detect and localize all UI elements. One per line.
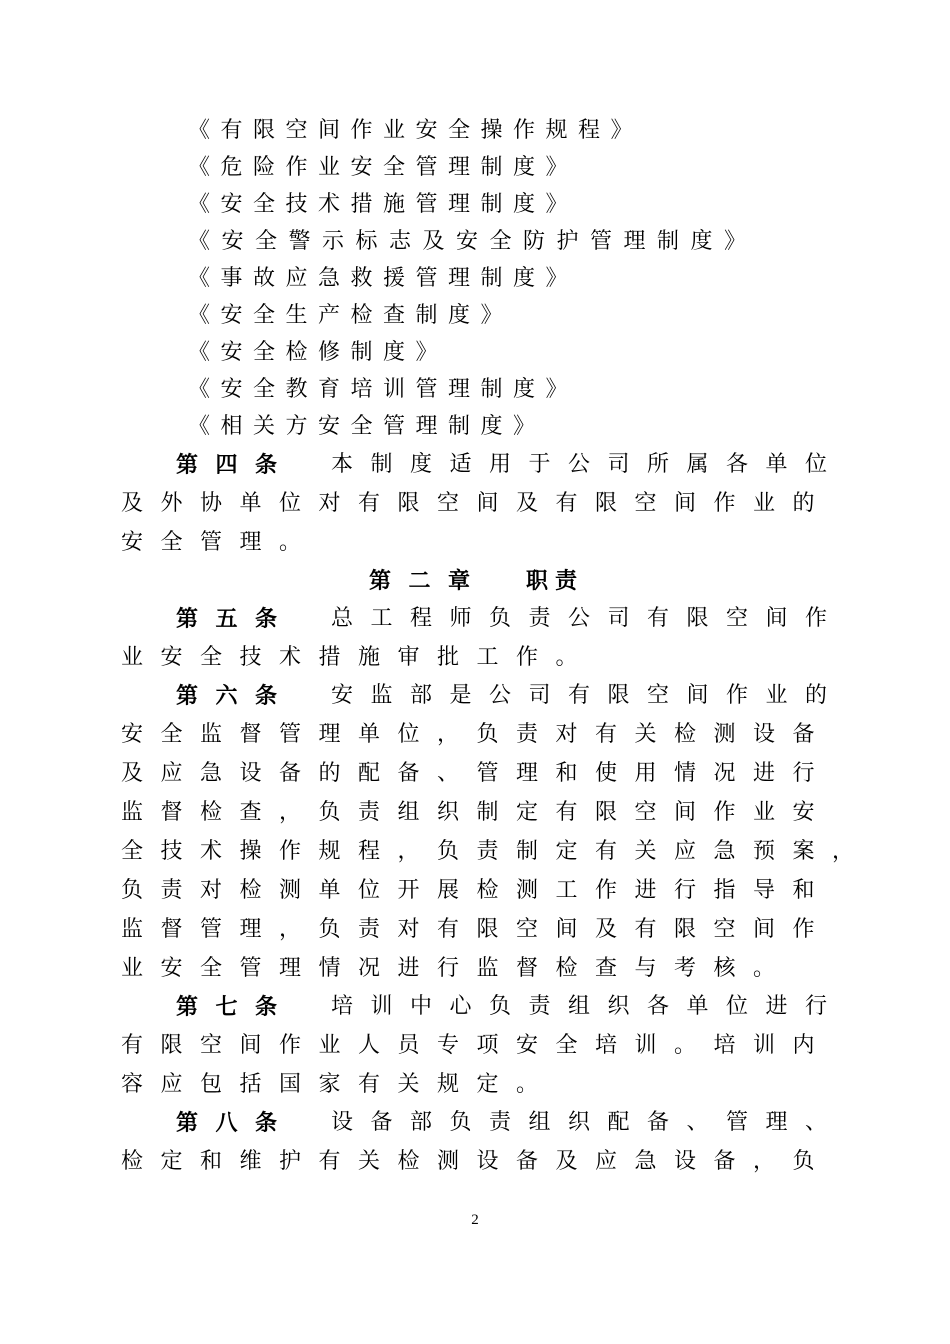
article-5-line-1: 总 工 程 师 负 责 公 司 有 限 空 间 作 bbox=[330, 606, 827, 631]
article-4-line-3: 安 全 管 理 。 bbox=[120, 530, 301, 555]
article-7-line-1: 培 训 中 心 负 责 组 织 各 单 位 进 行 bbox=[330, 994, 827, 1019]
article-6-line-2: 安 全 监 督 管 理 单 位 ， 负 责 对 有 关 检 测 设 备 bbox=[120, 722, 815, 747]
list-item-3: 《 安 全 技 术 措 施 管 理 制 度 》 bbox=[187, 192, 568, 217]
article-6-line-8: 业 安 全 管 理 情 况 进 行 监 督 检 查 与 考 核 。 bbox=[120, 956, 775, 981]
article-8-line-2: 检 定 和 维 护 有 关 检 测 设 备 及 应 急 设 备 ， 负 bbox=[120, 1149, 815, 1174]
article-6-line-7: 监 督 管 理 ， 负 责 对 有 限 空 间 及 有 限 空 间 作 bbox=[120, 917, 815, 942]
list-item-9: 《 相 关 方 安 全 管 理 制 度 》 bbox=[187, 414, 535, 439]
article-7-line-2: 有 限 空 间 作 业 人 员 专 项 安 全 培 训 。 培 训 内 bbox=[120, 1033, 815, 1058]
article-6-line-1: 安 监 部 是 公 司 有 限 空 间 作 业 的 bbox=[330, 683, 827, 708]
list-item-2: 《 危 险 作 业 安 全 管 理 制 度 》 bbox=[187, 155, 568, 180]
list-item-6: 《 安 全 生 产 检 查 制 度 》 bbox=[187, 303, 503, 328]
article-6-heading: 第 六 条 bbox=[175, 683, 277, 709]
article-6-line-6: 负 责 对 检 测 单 位 开 展 检 测 工 作 进 行 指 导 和 bbox=[120, 878, 815, 903]
article-6-line-3: 及 应 急 设 备 的 配 备 、 管 理 和 使 用 情 况 进 行 bbox=[120, 761, 815, 786]
article-6-line-5: 全 技 术 操 作 规 程 ， 负 责 制 定 有 关 应 急 预 案 ， bbox=[120, 839, 854, 864]
article-8-line-1: 设 备 部 负 责 组 织 配 备 、 管 理 、 bbox=[330, 1110, 827, 1135]
article-5-line-2: 业 安 全 技 术 措 施 审 批 工 作 。 bbox=[120, 645, 578, 670]
list-item-1: 《 有 限 空 间 作 业 安 全 操 作 规 程 》 bbox=[187, 118, 633, 143]
list-item-7: 《 安 全 检 修 制 度 》 bbox=[187, 340, 438, 365]
article-8-heading: 第 八 条 bbox=[175, 1110, 277, 1136]
chapter-title-number: 第 二 章 bbox=[368, 568, 470, 594]
list-item-5: 《 事 故 应 急 救 援 管 理 制 度 》 bbox=[187, 266, 568, 291]
article-6-line-4: 监 督 检 查 ， 负 责 组 织 制 定 有 限 空 间 作 业 安 bbox=[120, 800, 815, 825]
list-item-4: 《 安 全 警 示 标 志 及 安 全 防 护 管 理 制 度 》 bbox=[187, 229, 746, 254]
article-4-line-1: 本 制 度 适 用 于 公 司 所 属 各 单 位 bbox=[330, 452, 827, 477]
list-item-8: 《 安 全 教 育 培 训 管 理 制 度 》 bbox=[187, 377, 568, 402]
article-7-line-3: 容 应 包 括 国 家 有 关 规 定 。 bbox=[120, 1072, 538, 1097]
article-5-heading: 第 五 条 bbox=[175, 606, 277, 632]
page-number: 2 bbox=[471, 1212, 479, 1228]
article-4-heading: 第 四 条 bbox=[175, 452, 277, 478]
article-7-heading: 第 七 条 bbox=[175, 994, 277, 1020]
article-4-line-2: 及 外 协 单 位 对 有 限 空 间 及 有 限 空 间 作 业 的 bbox=[120, 491, 815, 516]
chapter-title-name: 职 责 bbox=[525, 568, 577, 594]
